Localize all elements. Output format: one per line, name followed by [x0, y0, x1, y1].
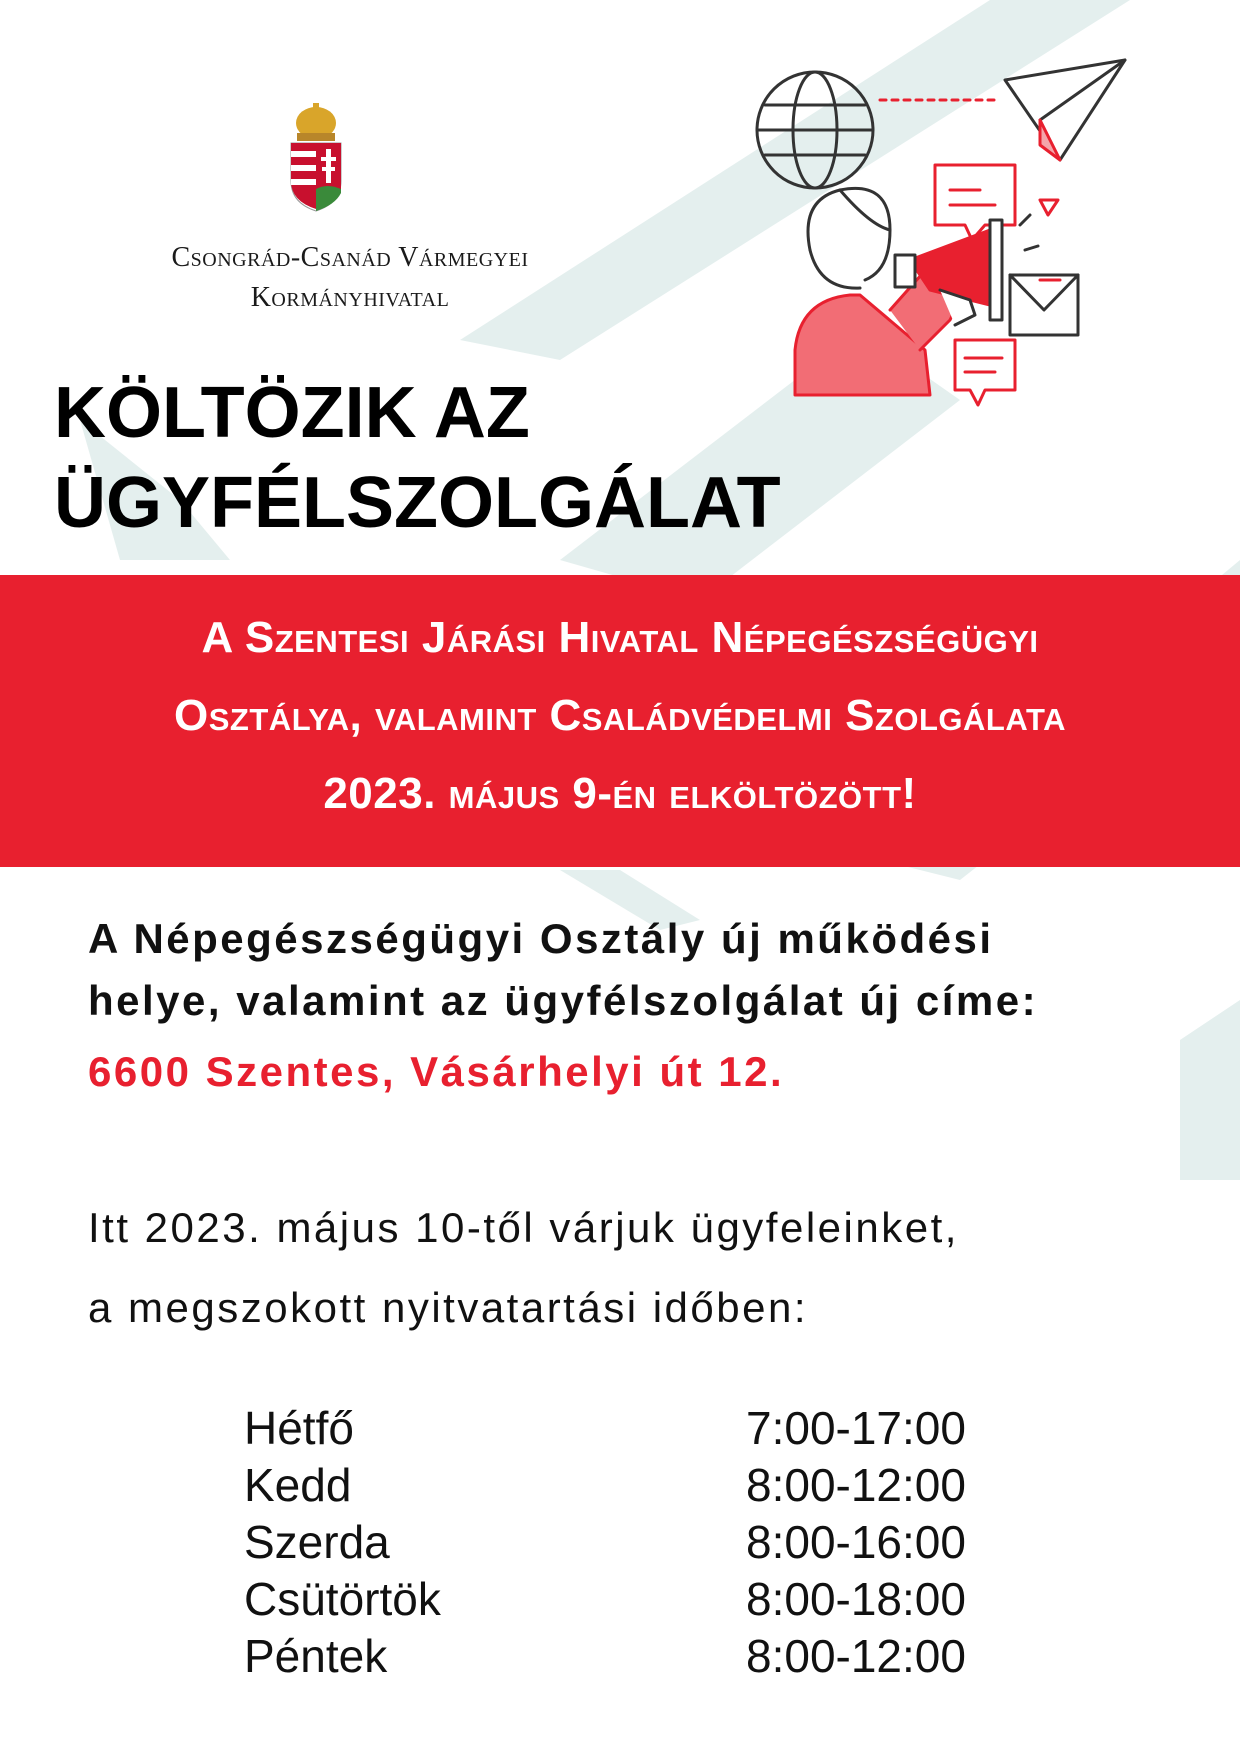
note-line-1: Itt 2023. május 10-től várjuk ügyfeleinket,	[88, 1204, 959, 1251]
hours-day: Szerda	[244, 1516, 390, 1568]
hours-row	[244, 1400, 966, 1457]
hours-row	[244, 1457, 966, 1514]
hours-time: 8:00-12:00	[746, 1459, 966, 1511]
page-title	[54, 368, 781, 548]
note-line-2: a megszokott nyitvatartási időben:	[88, 1284, 809, 1331]
megaphone-person-icon	[795, 188, 1002, 395]
banner-line-2: Osztálya, valamint Családvédelmi Szolgálata	[174, 691, 1066, 740]
new-location-info	[88, 908, 1038, 1032]
globe-icon	[757, 72, 873, 188]
page-title-line-2: ÜGYFÉLSZOLGÁLAT	[54, 463, 781, 543]
hours-row	[244, 1571, 966, 1628]
hours-time: 7:00-17:00	[746, 1402, 966, 1454]
paper-plane-icon	[1005, 60, 1125, 160]
hours-row	[244, 1514, 966, 1571]
info-line-2: helye, valamint az ügyfélszolgálat új címe:	[88, 977, 1039, 1024]
hours-day: Péntek	[244, 1630, 388, 1682]
hours-day: Hétfő	[244, 1402, 354, 1454]
announcement-illustration	[740, 50, 1140, 450]
chat-bubble-icon	[955, 340, 1015, 405]
hours-time: 8:00-12:00	[746, 1630, 966, 1682]
envelope-icon	[1010, 275, 1078, 335]
hours-day: Kedd	[244, 1459, 352, 1511]
page-title-line-1: KÖLTÖZIK AZ	[54, 373, 530, 453]
hours-day: Csütörtök	[244, 1573, 441, 1625]
hours-time: 8:00-18:00	[746, 1573, 966, 1625]
organization-line-2: Kormányhivatal	[250, 282, 450, 313]
hours-time: 8:00-16:00	[746, 1516, 966, 1568]
banner-line-1: A Szentesi Járási Hivatal Népegészségügyi	[201, 613, 1039, 662]
info-line-1: A Népegészségügyi Osztály új működési	[88, 915, 994, 962]
organization-line-1: Csongrád-Csanád Vármegyei	[171, 242, 529, 273]
reception-note	[88, 1188, 959, 1348]
banner-line-3: 2023. május 9-én elköltözött!	[323, 769, 917, 818]
organization-name	[80, 238, 620, 318]
coat-of-arms-icon	[287, 103, 345, 213]
opening-hours-table	[244, 1400, 966, 1685]
new-address: 6600 Szentes, Vásárhelyi út 12.	[88, 1048, 785, 1095]
hours-row	[244, 1628, 966, 1685]
announcement-banner	[0, 575, 1240, 867]
